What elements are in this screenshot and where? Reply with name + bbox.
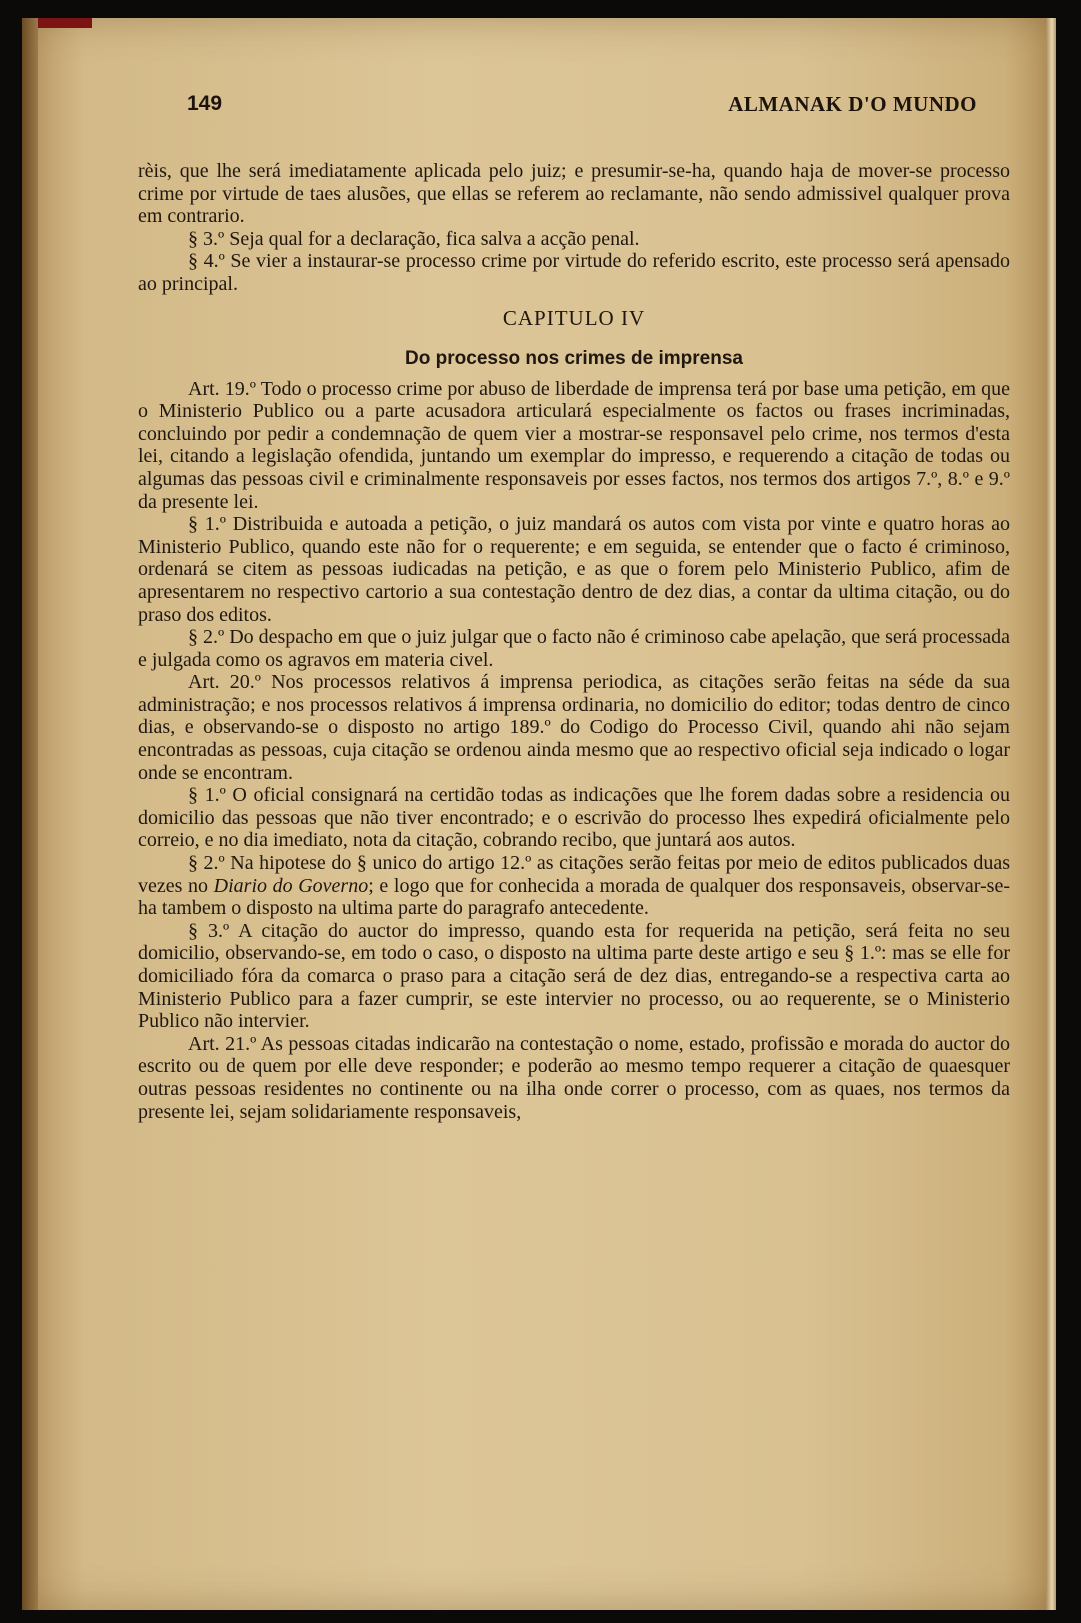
chapter-title: CAPITULO IV <box>502 305 646 330</box>
page-spine-shadow <box>22 18 38 1610</box>
page-body <box>138 160 1010 1123</box>
article-19-section-1: § 1.º Distribuida e autoada a petição, o juiz mandará os autos com vista por vinte e quatro horas ao Ministerio Publico, quando este não for o requerente; e em seguida, se entender que o facto é criminoso, ordenará se citem as pessoas iudicadas na petição, e as que o forem pelo Ministerio Publico, afim de apresentarem no respectivo cartorio a sua contestação dentro de dez dias, a contar da ultima citação, ou do praso dos editos. <box>138 513 1010 626</box>
article-19-section-2: § 2.º Do despacho em que o juiz julgar que o facto não é criminoso cabe apelação, que será processada e julgada como os agravos em materia civel. <box>138 626 1010 671</box>
article-20-section-2-text-b: ; e logo que for conhecida a morada de qualquer dos responsaveis, observar-se-ha tambem o disposto na ultima parte do paragrafo antecedente. <box>138 874 1010 920</box>
diario-do-governo-italic: Diario do Governo <box>213 874 369 897</box>
article-20-section-3: § 3.º A citação do auctor do impresso, quando esta for requerida na petição, será feita no seu domicilio, observando-se, em todo o caso, o disposto na ultima parte deste artigo e seu § 1.º: mas se elle for domiciliado fóra da comarca o praso para a citação será de dez dias, entregando-se a respectiva carta ao Ministerio Publico para a fazer cumprir, se este intervier no processo, ou ao requerente, se o Ministerio Publico não intervier. <box>138 919 1010 1033</box>
paragraph-section-3: § 3.º Seja qual for a declaração, fica salva a acção penal. <box>188 227 640 250</box>
article-21: Art. 21.º As pessoas citadas indicarão na contestação o nome, estado, profissão e morada do auctor do escrito ou de quem por elle deve responder; e poderão ao mesmo tempo requerer a citação de quaesquer outras pessoas residentes no continente ou na ilha onde correr o processo, com as quaes, nos termos da presente lei, sejam solidariamente responsaveis, <box>138 1032 1010 1123</box>
article-20-section-2 <box>138 852 1010 920</box>
page-number: 149 <box>187 92 223 115</box>
running-header <box>187 92 977 122</box>
running-title: ALMANAK D'O MUNDO <box>728 92 977 116</box>
intro-paragraph-continued: rèis, que lhe será imediatamente aplicada pelo juiz; e presumir-se-ha, quando haja de mover-se processo crime por virtude de taes alusões, que ellas se referem ao reclamante, não sendo admissivel qualquer prova em contrario. <box>138 160 1010 228</box>
article-20-section-1: § 1.º O oficial consignará na certidão todas as indicações que lhe forem dadas sobre a residencia ou domicilio das pessoas que não tiver encontrado; e o escrivão do processo lhes expedirá oficialmente pelo correio, e no dia imediato, nota da citação, cobrando recibo, que juntará aos autos. <box>138 784 1010 852</box>
article-20: Art. 20.º Nos processos relativos á imprensa periodica, as citações serão feitas na séde da sua administração; e nos processos relativos á imprensa ordinaria, no domicilio do editor; todas dentro de cinco dias, e observando-se o disposto no artigo 189.º do Codigo do Processo Civil, quando ahi não sejam encontradas as pessoas, cuja citação se ordenou ainda mesmo que ao respectivo oficial seja indicado o logar onde se encontram. <box>138 671 1010 784</box>
article-20-section-2-text-a: § 2.º Na hipotese do § unico do artigo 12.º as citações serão feitas por meio de editos publicados duas vezes no <box>138 852 1010 897</box>
paragraph-section-4: § 4.º Se vier a instaurar-se processo crime por virtude do referido escrito, este processo será apensado ao principal. <box>138 250 1010 295</box>
article-19: Art. 19.º Todo o processo crime por abuso de liberdade de imprensa terá por base uma petição, em que o Ministerio Publico ou a parte acusadora articulará especialmente os factos ou frases incriminadas, concluindo por pedir a condemnação de quem vier a mostrar-se responsavel pelo crime, nos termos d'esta lei, citando a legislação ofendida, juntando um exemplar do impresso, e requerendo a citação de todas ou algumas das pessoas civil e criminalmente responsaveis por esses factos, nos termos dos artigos 7.º, 8.º e 9.º da presente lei. <box>138 377 1010 513</box>
chapter-subtitle: Do processo nos crimes de imprensa <box>405 347 743 369</box>
page-edge <box>1046 18 1056 1610</box>
